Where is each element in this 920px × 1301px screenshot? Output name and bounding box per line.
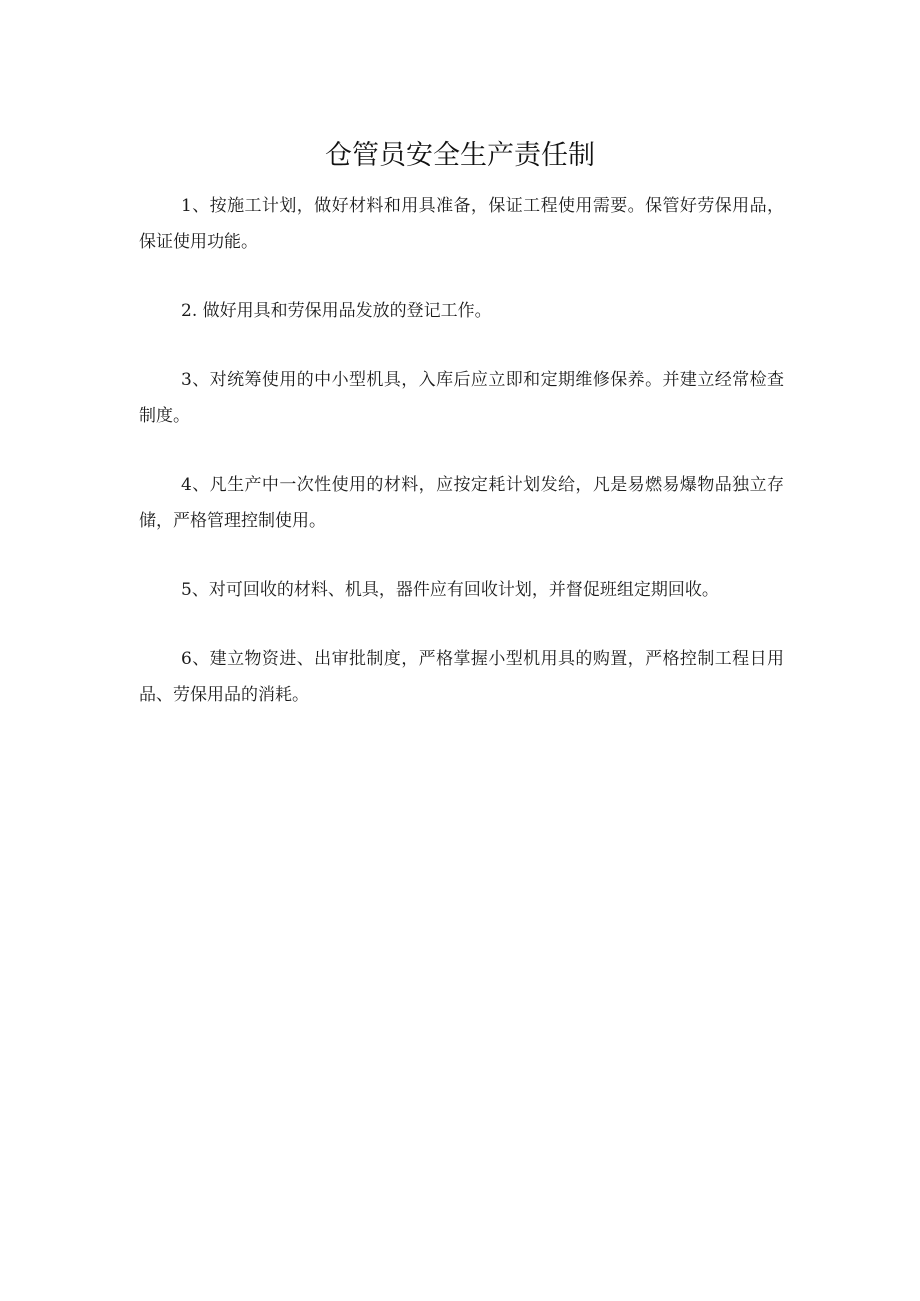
paragraph-1: 1、按施工计划，做好材料和用具准备，保证工程使用需要。保管好劳保用品，保证使用功能。	[139, 196, 784, 252]
paragraph-5: 5、对可回收的材料、机具，器件应有回收计划，并督促班组定期回收。	[181, 580, 719, 600]
paragraph-3: 3、对统筹使用的中小型机具，入库后应立即和定期维修保养。并建立经常检查制度。	[139, 370, 784, 426]
paragraph-2: 2. 做好用具和劳保用品发放的登记工作。	[181, 301, 492, 321]
document-title: 仓管员安全生产责任制	[325, 140, 595, 171]
paragraph-6: 6、建立物资进、出审批制度，严格掌握小型机用具的购置，严格控制工程日用品、劳保用品的消耗。	[139, 649, 784, 705]
paragraph-4: 4、凡生产中一次性使用的材料，应按定耗计划发给，凡是易燃易爆物品独立存储，严格管理控制使用。	[139, 475, 784, 531]
document-body	[139, 188, 784, 746]
